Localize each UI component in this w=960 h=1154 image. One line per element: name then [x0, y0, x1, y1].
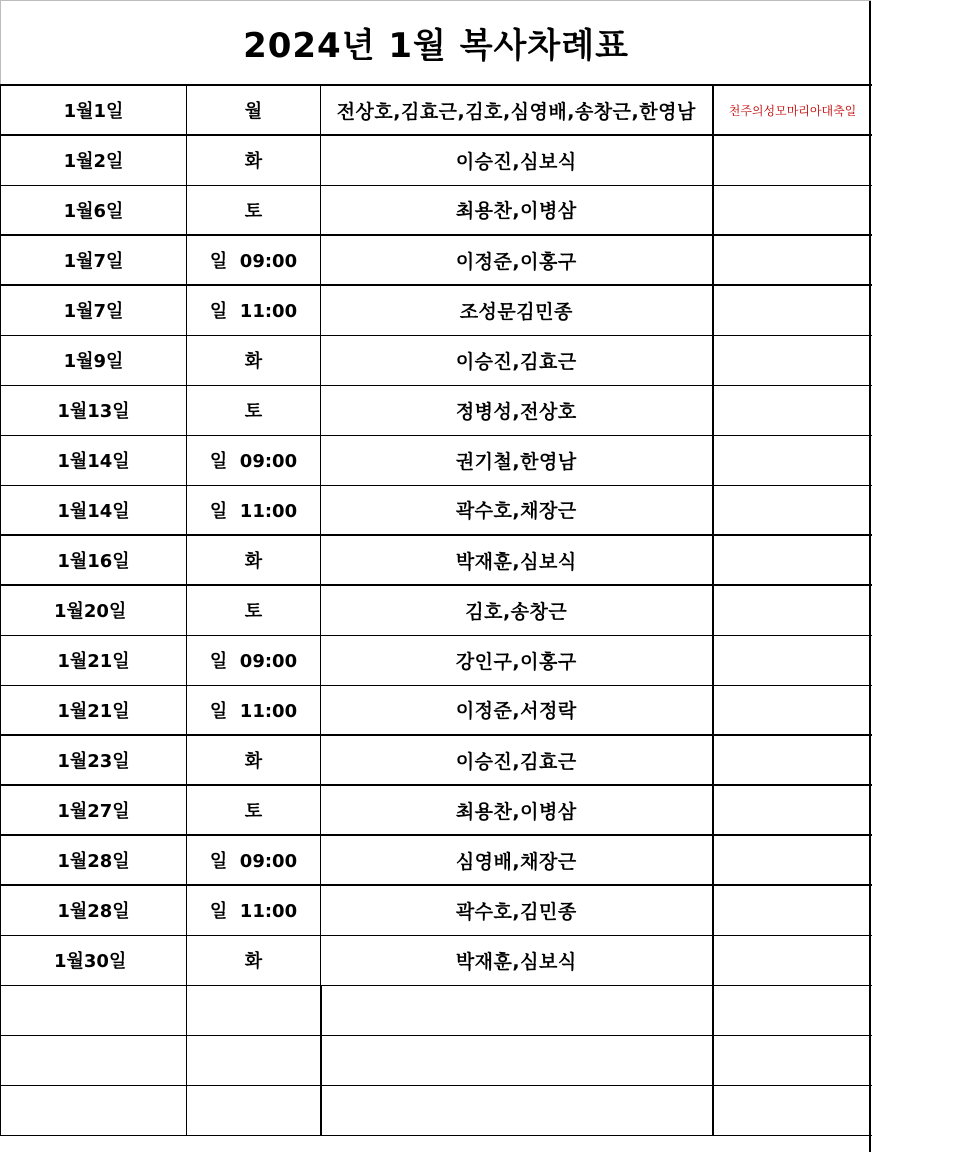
- table-row: [1, 485, 872, 535]
- date-cell: 1월1일: [1, 85, 187, 135]
- note-cell: [713, 135, 872, 185]
- date-cell: [1, 1035, 187, 1085]
- server-names-cell: 이승진,김효근: [321, 735, 713, 785]
- server-names-cell: 이정준,서정락: [321, 685, 713, 735]
- table-row: [1, 935, 872, 985]
- date-cell: 1월7일: [1, 235, 187, 285]
- table-row: [1, 985, 872, 1035]
- server-names-cell: 이승진,김효근: [321, 335, 713, 385]
- server-names-cell: [321, 1035, 713, 1085]
- day-cell: 화: [187, 935, 321, 985]
- date-cell: 1월14일: [1, 485, 187, 535]
- day-cell: 월: [187, 85, 321, 135]
- note-cell: [713, 185, 872, 235]
- date-cell: 1월2일: [1, 135, 187, 185]
- note-cell: [713, 585, 872, 635]
- date-cell: 1월30일: [1, 935, 187, 985]
- day-cell: 토: [187, 185, 321, 235]
- title-cell: [0, 0, 871, 84]
- day-cell: 화: [187, 335, 321, 385]
- table-row: [1, 585, 872, 635]
- note-cell: [713, 685, 872, 735]
- server-names-cell: 곽수호,김민종: [321, 885, 713, 935]
- server-names-cell: 박재훈,심보식: [321, 935, 713, 985]
- note-cell: [713, 385, 872, 435]
- server-names-cell: 정병성,전상호: [321, 385, 713, 435]
- note-cell: [713, 735, 872, 785]
- note-cell: [713, 985, 872, 1035]
- note-cell: [713, 335, 872, 385]
- table-row: [1, 135, 872, 185]
- day-cell: 일 11:00: [187, 885, 321, 935]
- note-cell: [713, 535, 872, 585]
- schedule-table: [0, 84, 872, 1136]
- date-cell: 1월21일: [1, 635, 187, 685]
- note-cell: [713, 285, 872, 335]
- server-names-cell: 최용찬,이병삼: [321, 185, 713, 235]
- date-cell: 1월9일: [1, 335, 187, 385]
- server-names-cell: [321, 1085, 713, 1135]
- schedule-rows: [1, 85, 872, 1135]
- note-cell: [713, 435, 872, 485]
- table-row: [1, 1035, 872, 1085]
- server-names-cell: 전상호,김효근,김호,심영배,송창근,한영남: [321, 85, 713, 135]
- date-cell: 1월27일: [1, 785, 187, 835]
- day-cell: 일 09:00: [187, 435, 321, 485]
- date-cell: 1월28일: [1, 885, 187, 935]
- table-row: [1, 85, 872, 135]
- table-row: [1, 735, 872, 785]
- table-row: [1, 335, 872, 385]
- page-title: 2024년 1월 복사차례표: [243, 26, 629, 66]
- table-row: [1, 685, 872, 735]
- server-names-cell: 최용찬,이병삼: [321, 785, 713, 835]
- date-cell: 1월20일: [1, 585, 187, 635]
- date-cell: 1월16일: [1, 535, 187, 585]
- note-cell: [713, 1035, 872, 1085]
- note-cell: 천주의성모마리아대축일: [713, 85, 872, 135]
- table-row: [1, 635, 872, 685]
- table-row: [1, 835, 872, 885]
- day-cell: [187, 1085, 321, 1135]
- date-cell: 1월6일: [1, 185, 187, 235]
- day-cell: 일 11:00: [187, 285, 321, 335]
- day-cell: 토: [187, 585, 321, 635]
- day-cell: 일 11:00: [187, 485, 321, 535]
- table-row: [1, 185, 872, 235]
- table-row: [1, 785, 872, 835]
- table-row: [1, 1085, 872, 1135]
- server-names-cell: 심영배,채장근: [321, 835, 713, 885]
- table-row: [1, 285, 872, 335]
- day-cell: [187, 985, 321, 1035]
- day-cell: 화: [187, 735, 321, 785]
- day-cell: 일 09:00: [187, 835, 321, 885]
- server-names-cell: 이정준,이홍구: [321, 235, 713, 285]
- table-row: [1, 435, 872, 485]
- day-cell: 일 11:00: [187, 685, 321, 735]
- day-cell: 화: [187, 535, 321, 585]
- note-cell: [713, 485, 872, 535]
- note-cell: [713, 885, 872, 935]
- server-names-cell: 박재훈,심보식: [321, 535, 713, 585]
- note-cell: [713, 835, 872, 885]
- date-cell: 1월28일: [1, 835, 187, 885]
- day-cell: 화: [187, 135, 321, 185]
- day-cell: [187, 1035, 321, 1085]
- date-cell: 1월7일: [1, 285, 187, 335]
- table-row: [1, 385, 872, 435]
- note-cell: [713, 635, 872, 685]
- server-names-cell: 조성문김민종: [321, 285, 713, 335]
- date-cell: 1월14일: [1, 435, 187, 485]
- day-cell: 토: [187, 785, 321, 835]
- date-cell: 1월21일: [1, 685, 187, 735]
- note-cell: [713, 235, 872, 285]
- note-cell: [713, 1085, 872, 1135]
- server-names-cell: 김호,송창근: [321, 585, 713, 635]
- server-names-cell: 강인구,이홍구: [321, 635, 713, 685]
- date-cell: 1월23일: [1, 735, 187, 785]
- server-names-cell: 이승진,심보식: [321, 135, 713, 185]
- table-row: [1, 885, 872, 935]
- day-cell: 일 09:00: [187, 635, 321, 685]
- server-names-cell: [321, 985, 713, 1035]
- day-cell: 토: [187, 385, 321, 435]
- server-names-cell: 권기철,한영남: [321, 435, 713, 485]
- note-cell: [713, 935, 872, 985]
- date-cell: [1, 1085, 187, 1135]
- date-cell: [1, 985, 187, 1035]
- table-row: [1, 535, 872, 585]
- server-names-cell: 곽수호,채장근: [321, 485, 713, 535]
- date-cell: 1월13일: [1, 385, 187, 435]
- table-row: [1, 235, 872, 285]
- day-cell: 일 09:00: [187, 235, 321, 285]
- note-cell: [713, 785, 872, 835]
